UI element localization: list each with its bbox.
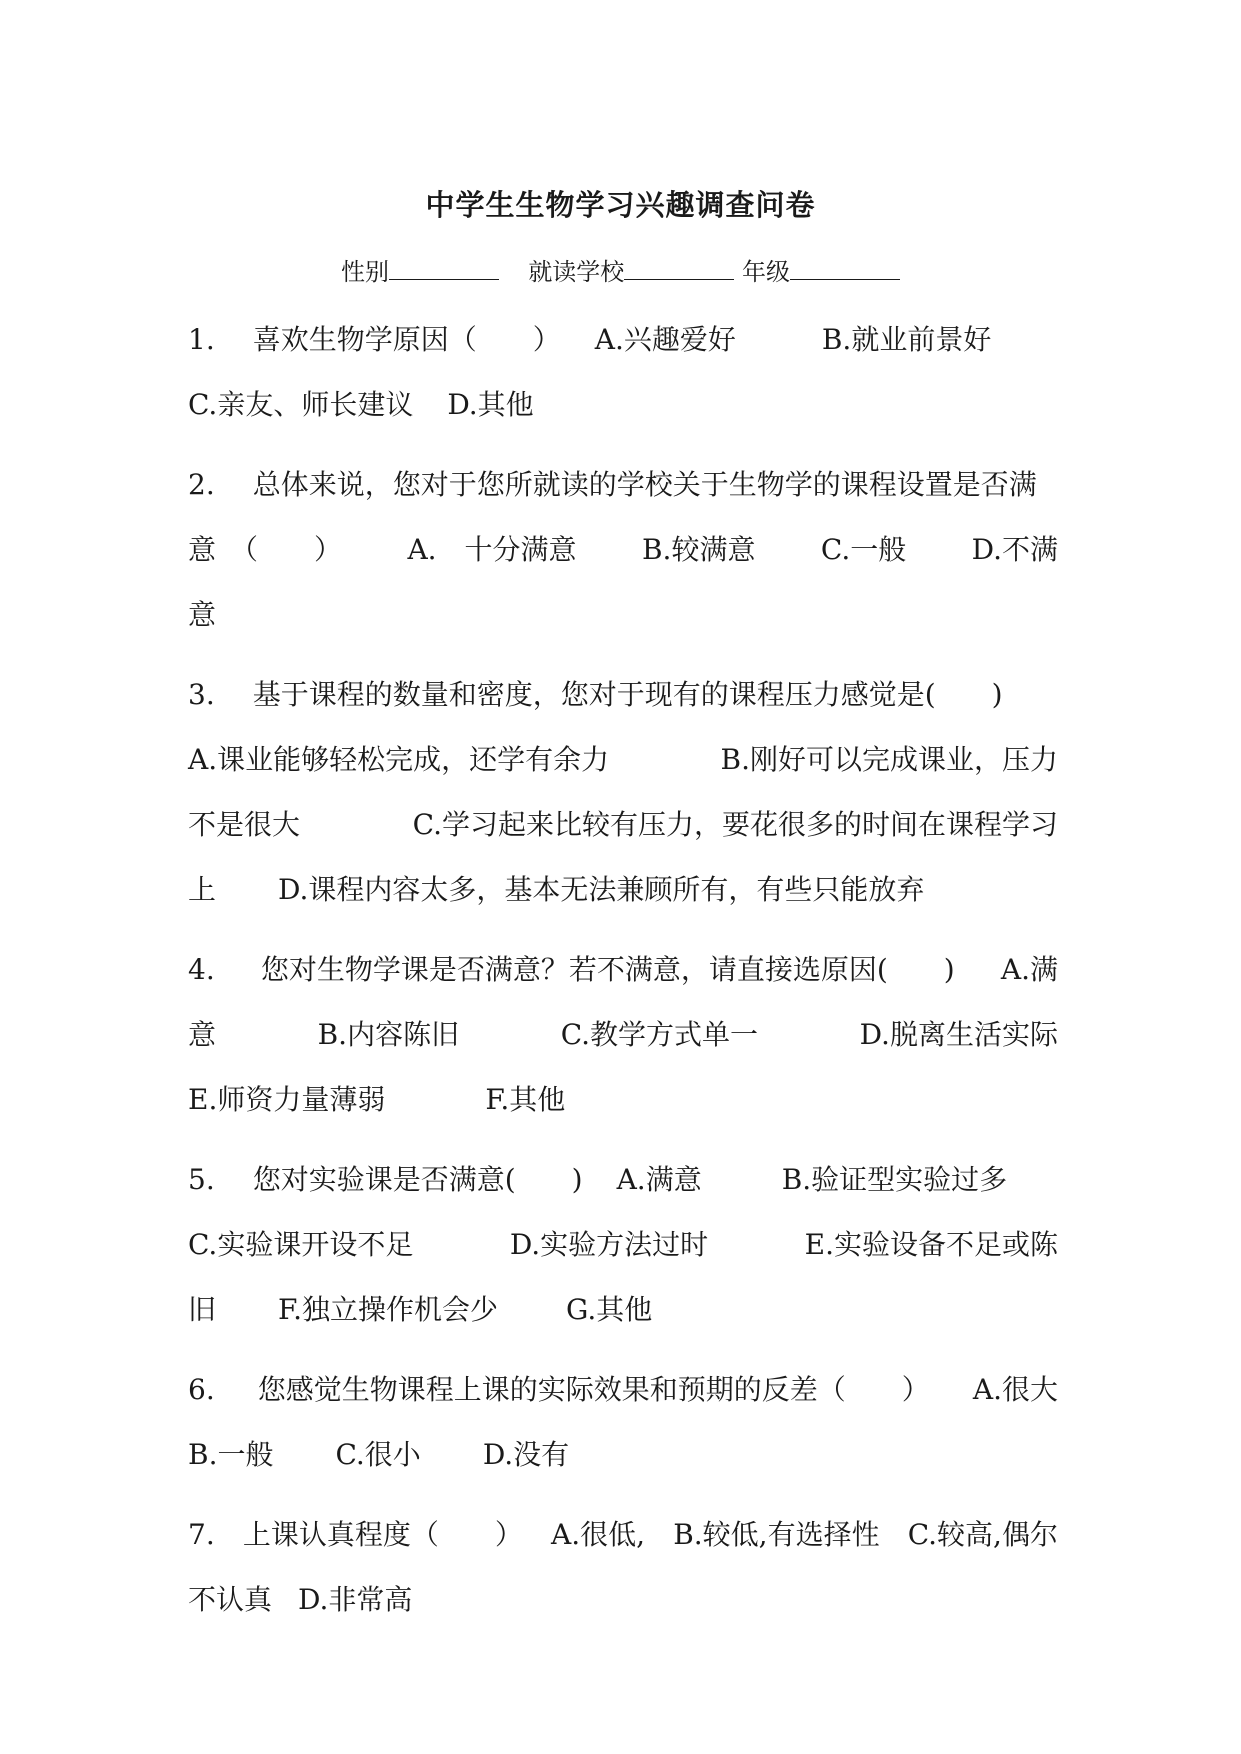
q5-option: G.其他: [565, 1293, 653, 1326]
q7-line-1: [188, 1513, 1058, 1553]
q4-line-2: [188, 1013, 1058, 1053]
q2-number: 2.: [188, 468, 215, 501]
q5-option: C.实验课开设不足: [188, 1228, 414, 1261]
q1-option: D.其他: [447, 388, 534, 421]
school-label: 就读学校: [528, 258, 625, 286]
q3-option: A.课业能够轻松完成，还学有余力: [188, 743, 610, 776]
gender-label: 性别: [341, 258, 390, 286]
q6-option: C.很小: [335, 1438, 421, 1471]
q5-option: A.满意: [616, 1163, 702, 1196]
q3-option: C.学习起来比较有压力，要花很多的时间在课程学习: [412, 808, 1058, 841]
q5-line-2: [188, 1223, 1058, 1263]
q1-number: 1.: [188, 323, 215, 356]
q7-stem: 上课认真程度（ ）: [242, 1518, 523, 1551]
q3-line-4: [188, 868, 1058, 908]
q4-option: A.满: [1000, 953, 1058, 986]
q5-option: E.实验设备不足或陈: [804, 1228, 1058, 1261]
q7-number: 7.: [188, 1518, 215, 1551]
q6-option: D.没有: [482, 1438, 570, 1471]
q2-option-cont: 意: [188, 598, 217, 631]
q6-stem: 您感觉生物课程上课的实际效果和预期的反差（ ）: [257, 1373, 930, 1406]
q1-option: B.就业前景好: [821, 323, 992, 356]
q3-stem: 基于课程的数量和密度，您对于现有的课程压力感觉是( ): [252, 678, 1003, 711]
page-title: 中学生生物学习兴趣调查问卷: [425, 188, 816, 222]
q3-option-cont: 上: [188, 873, 217, 906]
q4-stem: 您对生物学课是否满意？若不满意，请直接选原因( ): [260, 953, 955, 986]
q3-line-1: [188, 673, 1058, 713]
q7-line-2: [188, 1578, 1058, 1618]
q4-line-3: [188, 1078, 1058, 1118]
q3-option-cont: 不是很大: [188, 808, 301, 841]
school-blank[interactable]: [624, 257, 734, 280]
grade-label: 年级: [741, 258, 790, 286]
q2-option: C.一般: [820, 533, 907, 566]
respondent-info-row: [0, 252, 1241, 287]
q5-option: F.独立操作机会少: [278, 1293, 498, 1326]
q6-option: B.一般: [188, 1438, 274, 1471]
q7-option: A.很低,: [551, 1518, 646, 1551]
q2-line-1: [188, 463, 1058, 503]
q3-line-2: [188, 738, 1058, 778]
q5-option: D.实验方法过时: [509, 1228, 709, 1261]
q2-line-3: [188, 593, 1058, 633]
q5-line-1: [188, 1158, 1058, 1198]
q4-option: C.教学方式单一: [560, 1018, 759, 1051]
q5-number: 5.: [188, 1163, 215, 1196]
q5-line-3: [188, 1288, 1058, 1328]
q1-option: A.兴趣爱好: [594, 323, 736, 356]
q6-line-2: [188, 1433, 1058, 1473]
q6-option: A.很大: [972, 1373, 1058, 1406]
q6-number: 6.: [188, 1373, 215, 1406]
q3-line-3: [188, 803, 1058, 843]
q7-option: D.非常高: [298, 1583, 413, 1616]
q3-number: 3.: [188, 678, 215, 711]
q3-option: B.刚好可以完成课业，压力: [720, 743, 1058, 776]
q2-option: A. 十分满意: [407, 533, 577, 566]
q6-line-1: [188, 1368, 1058, 1408]
grade-blank[interactable]: [790, 257, 900, 280]
q7-option-cont: 不认真: [188, 1583, 273, 1616]
q5-stem: 您对实验课是否满意( ): [252, 1163, 583, 1196]
q2-stem: 总体来说，您对于您所就读的学校关于生物学的课程设置是否满: [252, 468, 1037, 501]
q1-line-2: [188, 383, 1058, 423]
q1-line-1: [188, 318, 1058, 358]
q3-option: D.课程内容太多，基本无法兼顾所有，有些只能放弃: [278, 873, 925, 906]
q1-option: C.亲友、师长建议: [188, 388, 414, 421]
q2-option: B.较满意: [641, 533, 756, 566]
q2-stem-cont: 意 （ ）: [188, 533, 343, 566]
q2-line-2: [188, 528, 1058, 568]
q5-option-cont: 旧: [188, 1293, 217, 1326]
q4-option: F.其他: [485, 1083, 566, 1116]
q4-option: B.内容陈旧: [317, 1018, 460, 1051]
q4-option: E.师资力量薄弱: [188, 1083, 386, 1116]
q4-option: D.脱离生活实际: [859, 1018, 1058, 1051]
q4-line-1: [188, 948, 1058, 988]
q7-option: B.较低,有选择性: [673, 1518, 880, 1551]
q7-option: C.较高,偶尔: [907, 1518, 1058, 1551]
q4-option-cont: 意: [188, 1018, 217, 1051]
q1-stem: 喜欢生物学原因（ ）: [252, 323, 561, 356]
q2-option: D.不满: [971, 533, 1058, 566]
q4-number: 4.: [188, 953, 215, 986]
gender-blank[interactable]: [389, 257, 499, 280]
q5-option: B.验证型实验过多: [781, 1163, 1008, 1196]
